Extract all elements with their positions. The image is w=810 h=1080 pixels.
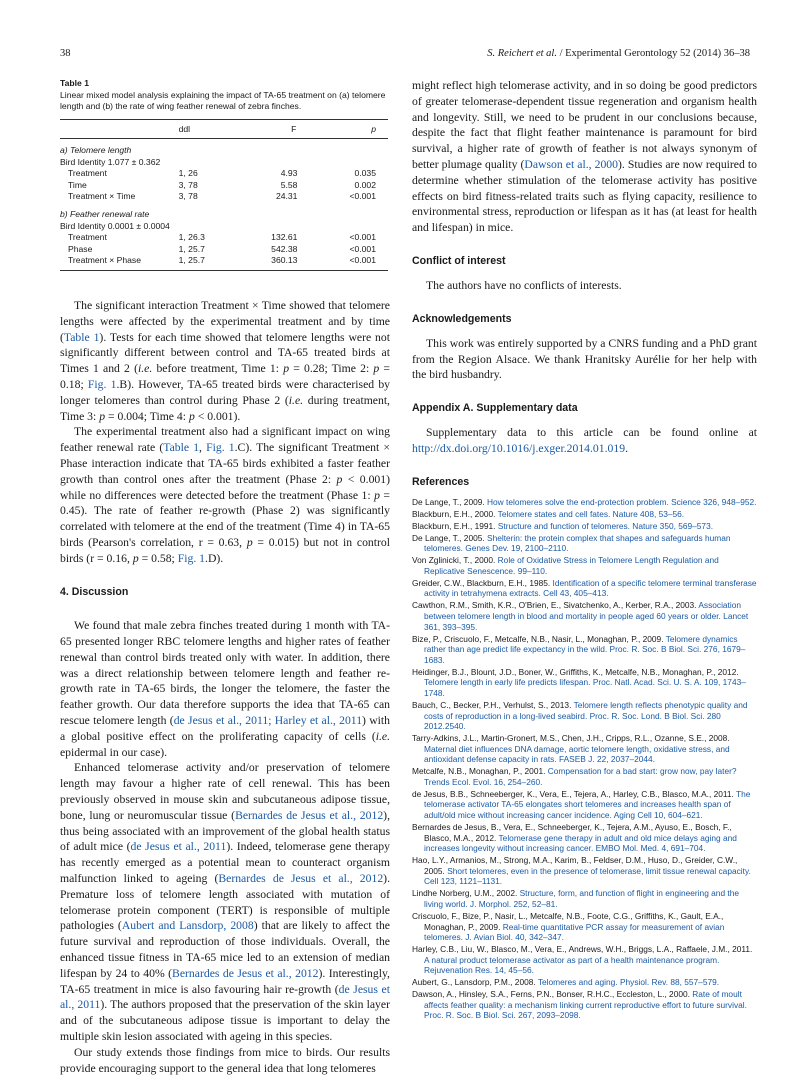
table-cell: 5.58 <box>280 179 298 190</box>
section-heading-acknowledgements: Acknowledgements <box>412 312 512 325</box>
text-run: Tarry-Adkins, J.L., Martin-Gronert, M.S., Chen, J.H., Cripps, R.L., Ozanne, S.E., 2008. <box>412 733 730 744</box>
citation-link[interactable]: Shelterin: the protein complex that shapes and safeguards human telomeres. Genes Dev. 19, 2100–2110. <box>424 532 731 554</box>
citation-link[interactable]: A natural product telomerase activator as part of a health maintenance program. Rejuvenation Res. 14, 45–56. <box>424 954 720 976</box>
table-cell: 4.93 <box>280 168 298 179</box>
paragraph <box>60 760 390 1044</box>
table-cell: 360.13 <box>238 255 349 270</box>
table-row <box>60 255 388 270</box>
table-row <box>60 180 388 192</box>
table-cell: Time <box>68 179 87 190</box>
table-section-title: b) Feather renewal rate <box>60 208 150 219</box>
emphasis-text: i.e. <box>288 393 304 407</box>
citation-link[interactable]: http://dx.doi.org/10.1016/j.exger.2014.01.019 <box>412 441 626 455</box>
emphasis-text: p <box>373 362 380 376</box>
text-run: = 0.28; Time 2: <box>289 362 374 376</box>
text-run: The authors have no conflicts of interests. <box>426 278 622 292</box>
table-cell: <0.001 <box>349 232 376 243</box>
text-run: epidermal in our case). <box>60 745 168 759</box>
table-section-row <box>60 139 388 157</box>
reference-item <box>412 822 757 854</box>
text-run: Dawson, A., Hinsley, S.A., Ferns, P.N., Bonser, R.H.C., Eccleston, L., 2000. <box>412 989 693 1000</box>
reference-item <box>412 944 757 976</box>
reference-item <box>412 521 757 532</box>
table-cell: Treatment × Phase <box>60 255 179 270</box>
citation-link[interactable]: Maternal diet influences DNA damage, aortic telomere length, oxidative stress, and antioxidant defense capacity in rats. FASEB J. 22, 2037–2044. <box>424 743 730 765</box>
text-run: < 0.001) while no differences were detected before the treatment (Phase 1: <box>60 472 390 502</box>
running-header-authors: S. Reichert et al. <box>487 48 557 59</box>
left-column <box>60 78 390 1076</box>
paragraph <box>412 425 757 457</box>
section-heading-appendix: Appendix A. Supplementary data <box>412 402 578 415</box>
text-run: during treatment, Time 3: <box>60 393 390 423</box>
text-run: ). Interestingly, TA-65 treatment in mice is also favouring hair re-growth ( <box>60 966 390 996</box>
text-run: Blackburn, E.H., 1991. <box>412 520 498 531</box>
text-run: Bize, P., Criscuolo, F., Metcalfe, N.B., Nasir, L., Monaghan, P., 2009. <box>412 633 666 644</box>
reference-item <box>412 700 757 732</box>
reference-item <box>412 634 757 666</box>
table-cell: Phase <box>68 243 93 254</box>
text-run: Bernardes de Jesus, B., Vera, E., Schneeberger, K., Tejera, A.M., Ayuso, E., Bosch, F., Blasco, M.A., 2012. <box>412 822 732 843</box>
citation-link[interactable]: Table 1 <box>163 441 200 455</box>
text-run: Metcalfe, N.B., Monaghan, P., 2001. <box>412 766 548 777</box>
text-run: ) that are likely to affect the future survival and reproduction of those individuals. Overall, the enhanced tissue fitness in TA-65 mice led to an extension of median lifespan by 24 to 40% ( <box>60 919 390 980</box>
table-cell: 132.61 <box>271 232 298 243</box>
citation-link[interactable]: Telomere states and cell fates. Nature 408, 53–56. <box>497 508 685 519</box>
text-run: = 0.58; <box>138 551 178 565</box>
citation-link[interactable]: de Jesus et al., 2011 <box>60 982 390 1012</box>
paragraph <box>412 336 757 383</box>
table-cell: Treatment × Time <box>68 191 136 202</box>
text-run: This work was entirely supported by a CNRS funding and a PhD grant from the Region Alsace. We thank Hranitsky Aurélie for her help with the bird husbandry. <box>412 336 757 382</box>
running-header-journal: / Experimental Gerontology 52 (2014) 36–38 <box>556 48 750 59</box>
table-header-row <box>60 120 388 139</box>
citation-link[interactable]: Short telomeres, even in the presence of telomerase, limit tissue renewal capacity. Cell 123, 1121–1131. <box>424 865 751 887</box>
table-cell: Treatment <box>68 232 107 243</box>
table-cell: <0.001 <box>349 255 388 270</box>
text-run: ) with a global positive effect on the proliferating capacity of cells ( <box>60 714 391 743</box>
reference-item <box>412 989 757 1021</box>
right-column <box>412 78 757 1022</box>
citation-link[interactable]: Rate of moult affects feather quality: a mechanism linking current reproductive effort to future survival. Proc. R. Soc. B Biol. Sci. 267, 2093–2098. <box>424 989 747 1021</box>
emphasis-text: p <box>336 472 343 486</box>
text-run: ). Premature loss of telomere length associated with mutation of telomerase protein component (TERT) is responsible of multiple pathologies ( <box>60 872 390 933</box>
table-cell: 542.38 <box>271 243 298 254</box>
table-section-title: a) Telomere length <box>60 145 132 155</box>
table-cell: Treatment <box>68 168 107 179</box>
text-run: Greider, C.W., Blackburn, E.H., 1985. <box>412 577 553 588</box>
citation-link[interactable]: Bernardes de Jesus et al., 2012 <box>172 966 319 980</box>
table-row <box>60 168 388 180</box>
reference-item <box>412 600 757 632</box>
paragraph <box>60 424 390 566</box>
appendix-text <box>412 425 757 457</box>
reference-item <box>412 497 757 508</box>
reference-list <box>412 497 757 1021</box>
text-run: de Jesus, B.B., Schneeberger, K., Vera, E., Tejera, A., Harley, C.B., Blasco, M.A., 2011. <box>412 788 737 799</box>
reference-item <box>412 789 757 821</box>
discussion-continued <box>412 78 757 236</box>
emphasis-text: p <box>246 535 253 549</box>
table-header-cell <box>60 120 179 139</box>
text-run: < 0.001). <box>194 409 241 423</box>
reference-item <box>412 533 757 554</box>
citation-link[interactable]: Telomeres and aging. Physiol. Rev. 88, 557–579. <box>537 977 720 988</box>
citation-link[interactable]: Bernardes de Jesus et al., 2012 <box>235 808 384 822</box>
emphasis-text: p <box>99 409 106 423</box>
table-caption-text: Linear mixed model analysis explaining the impact of TA-65 treatment on (a) telomere length and (b) the rate of wing feather renewal of zebra finches. <box>60 90 386 111</box>
text-run: .D). <box>205 551 224 565</box>
paragraph <box>60 1045 390 1077</box>
text-run: Von Zglinicki, T., 2000. <box>412 555 498 566</box>
emphasis-text: p <box>132 551 139 565</box>
table-subtitle-row <box>60 221 388 233</box>
citation-link[interactable]: Fig. 1 <box>206 441 235 455</box>
reference-item <box>412 888 757 909</box>
table-cell: <0.001 <box>349 191 376 202</box>
acknowledgements-text <box>412 336 757 383</box>
citation-link[interactable]: Fig. 1 <box>177 551 206 565</box>
text-run: .B). However, TA-65 treated birds were characterised by longer telomeres than control during Phase 2 ( <box>60 377 391 407</box>
citation-link[interactable]: Structure and function of telomeres. Nature 350, 569–573. <box>497 520 714 531</box>
table-1 <box>60 119 388 271</box>
citation-link[interactable]: Role of Oxidative Stress in Telomere Length Regulation and Replicative Senescence. 99–110. <box>424 555 719 576</box>
reference-item <box>412 733 757 765</box>
text-run: = 0.45). The rate of feather re-growth (Phase 2) was significantly correlated with telomere at the end of the treatment (Time 4) in TA-65 birds (Pearson's correlation, r = 0.63, <box>60 488 391 549</box>
text-run: Cawthon, R.M., Smith, K.R., O'Brien, E., Sivatchenko, A., Kerber, R.A., 2003. <box>412 600 699 611</box>
reference-item <box>412 977 757 988</box>
table-row <box>60 244 388 256</box>
table-header-cell: ddl <box>179 120 238 139</box>
text-run: The experimental treatment also had a significant impact on wing feather renewal rate ( <box>60 425 390 455</box>
text-run: De Lange, T., 2005. <box>412 532 487 543</box>
section-heading-conflict: Conflict of interest <box>412 254 506 267</box>
citation-link[interactable]: Dawson et al., 2000 <box>524 157 618 171</box>
text-run: .C). The significant Treatment × Phase interaction indicate that TA-65 birds exhibited a faster feather growth than control ones after the treatment (Phase 2: <box>60 441 390 486</box>
reference-item <box>412 766 757 787</box>
text-run: Lindhe Norberg, U.M., 2002. <box>412 888 520 899</box>
reference-item <box>412 578 757 599</box>
text-run: before treatment, Time 1: <box>152 362 284 376</box>
text-run: = 0.18; <box>60 362 390 391</box>
text-run: Our study extends those findings from mice to birds. Our results provide encouraging support to the general idea that long telomeres <box>60 1045 390 1075</box>
table-cell: 0.035 <box>354 168 376 179</box>
citation-link[interactable]: Structure, form, and function of flight in engineering and the living world. J. Morphol. 252, 52–81. <box>424 888 739 909</box>
text-run: We found that male zebra finches treated during 1 month with TA-65 presented longer RBC telomere lengths and higher rates of feather renewal than control birds treated only with water. In addition, there was a direct relationship between telomere length and feather re-growth rate in TA-65 birds, the longer the telomere, the faster the feather growth. Our data therefore supports the idea that TA-65 can rescue telomere length ( <box>60 619 390 728</box>
citation-link[interactable]: Bernardes de Jesus et al., 2012 <box>218 872 384 886</box>
table-1-caption <box>60 78 390 112</box>
text-run: Criscuolo, F., Bize, P., Nasir, L., Metcalfe, N.B., Foote, C.G., Griffiths, K., Gault, E.A., Monaghan, P., 2009. <box>412 910 724 932</box>
reference-item <box>412 509 757 520</box>
citation-link[interactable]: Compensation for a bad start: grow now, pay later? Trends Ecol. Evol. 16, 254–260. <box>424 766 737 787</box>
table-cell: 3, 78 <box>178 179 198 190</box>
citation-link[interactable]: Identification of a specific telomere terminal transferase activity in tetrahymena extracts. Cell 43, 405–413. <box>424 577 757 599</box>
text-run: = 0.004; Time 4: <box>105 409 189 423</box>
running-header <box>487 48 750 59</box>
text-run: Blackburn, E.H., 2000. <box>412 508 498 519</box>
table-subtitle-row <box>60 157 388 169</box>
citation-link[interactable]: Telomere dynamics rather than age predict life expectancy in the wild. Proc. R. Soc. B Biol. Sci. 276, 1679–1683. <box>424 633 746 665</box>
reference-item <box>412 855 757 887</box>
table-header-cell: p <box>349 120 388 139</box>
table-random-effect: Bird Identity 1.077 ± 0.362 <box>60 156 161 167</box>
paragraph <box>60 298 390 424</box>
emphasis-text: i.e. <box>137 362 153 376</box>
citation-link[interactable]: Telomerase gene therapy in adult and old mice delays aging and increases longevity without increasing cancer. EMBO Mol. Med. 4, 691–704. <box>424 832 737 854</box>
citation-link[interactable]: Telomere length reflects phenotypic quality and costs of reproduction in a long-lived seabird. Proc. R. Soc. Lond. B Biol. Sci. 280 2012.2540. <box>424 699 748 732</box>
citation-link[interactable]: Aubert and Lansdorp, 2008 <box>121 919 254 933</box>
citation-link[interactable]: Telomere length in early life predicts lifespan. Proc. Natl. Acad. Sci. U. S. A. 109, 1743–1748. <box>424 677 746 698</box>
text-run: ), thus being associated with an improvement of the global health status of adult mice ( <box>60 808 390 854</box>
text-run: Hao, L.Y., Armanios, M., Strong, M.A., Karim, B., Feldser, D.M., Huso, D., Greider, C.W., 2005. <box>412 855 738 876</box>
table-random-effect: Bird Identity 0.0001 ± 0.0004 <box>60 220 170 231</box>
text-run: Supplementary data to this article can be found online at <box>426 426 757 440</box>
citation-link[interactable]: Fig. 1 <box>87 377 117 391</box>
emphasis-text: p <box>374 488 380 502</box>
reference-item <box>412 555 757 576</box>
page-number: 38 <box>60 48 71 59</box>
table-label: Table 1 <box>60 78 89 88</box>
paragraph <box>412 78 757 236</box>
table-row <box>60 191 388 203</box>
text-run: The significant interaction Treatment × Time showed that telomere lengths were affected by the experimental treatment and by time ( <box>60 298 390 344</box>
section-heading-references: References <box>412 475 470 488</box>
table-body <box>60 139 388 271</box>
text-run: ). Indeed, telomerase gene therapy has recently emerged as a potential mean to counteract organism malfunction linked to ageing ( <box>60 840 390 886</box>
conflict-text <box>412 278 757 294</box>
table-cell: 1, 26.3 <box>178 232 205 243</box>
text-run: . <box>625 441 628 455</box>
emphasis-text: p <box>188 409 195 423</box>
table-cell: 1, 25.7 <box>179 255 238 270</box>
citation-link[interactable]: de Jesus et al., 2011 <box>130 840 227 854</box>
citation-link[interactable]: Real-time quantitative PCR assay for measurement of avian telomeres. J. Avian Biol. 40, 342–347. <box>424 921 725 943</box>
table-row <box>60 232 388 244</box>
citation-link[interactable]: de Jesus et al., 2011; Harley et al., 2011 <box>173 714 363 728</box>
emphasis-text: p <box>283 362 290 376</box>
text-run: Heidinger, B.J., Blount, J.D., Boner, W., Griffiths, K., Metcalfe, N.B., Monaghan, P., 2012. <box>412 666 739 677</box>
section-heading-discussion: 4. Discussion <box>60 586 129 599</box>
text-run: , <box>199 441 207 455</box>
text-run: Harley, C.B., Liu, W., Blasco, M., Vera, E., Andrews, W.H., Briggs, L.A., Raffaele, J.M., 2011. <box>412 944 753 955</box>
text-run: Enhanced telomerase activity and/or preservation of telomere length may favour a higher rate of cell renewal. This has been previously observed in mouse skin and subcutaneous adipose tissue, bone, lung or neuromuscular tissue ( <box>60 761 390 822</box>
table-cell: 0.002 <box>354 179 376 190</box>
text-run: ). Studies are now required to determine whether stimulation of the telomerase activity has positive effects on bird fitness-related traits such as flying capacity, resilience to environmental stress, reproduction or lifespan as it has (at least for health and lifespan) in mice. <box>412 157 757 235</box>
citation-link[interactable]: Table 1 <box>63 330 100 344</box>
text-run: ). The authors proposed that the preservation of the skin layer and of the subcutaneous adipose tissue is important to delay the multiple skin lesion associated with ageing in this species. <box>60 998 390 1043</box>
citation-link[interactable]: The telomerase activator TA-65 elongates short telomeres and increases health span of adult/old mice without increasing cancer incidence. Aging Cell 10, 604–621. <box>424 788 751 821</box>
table-cell: 1, 26 <box>178 168 198 179</box>
paragraph <box>412 278 757 294</box>
table-cell: 24.31 <box>275 191 298 202</box>
table-cell: 3, 78 <box>178 191 198 202</box>
table-section-row <box>60 203 388 221</box>
text-run: might reflect high telomerase activity, and in so doing be good predictors of greater telomerase-dependent tissue regeneration and organism health and longevity. Still, we need to be prudent in our conclusions because, despite the fact that flight feather maintenance is paramount for bird survival, a higher rate of growth of feather is not always synonym of better plumage quality ( <box>412 79 757 171</box>
citation-link[interactable]: How telomeres solve the end-protection problem. Science 326, 948–952. <box>487 496 757 507</box>
paragraph <box>60 618 390 760</box>
reference-item <box>412 911 757 943</box>
page-header <box>60 48 750 64</box>
emphasis-text: i.e. <box>375 729 390 743</box>
table-cell: <0.001 <box>349 243 376 254</box>
text-run: Bauch, C., Becker, P.H., Verhulst, S., 2013. <box>412 699 574 710</box>
reference-item <box>412 667 757 699</box>
table-cell: 1, 25.7 <box>178 243 205 254</box>
results-text <box>60 298 390 1076</box>
text-run: De Lange, T., 2009. <box>412 496 487 507</box>
text-run: Aubert, G., Lansdorp, P.M., 2008. <box>412 977 538 988</box>
text-run: = 0.015) but not in control birds (r = 0.16, <box>60 535 390 565</box>
text-run: ). Tests for each time showed that telomere lengths were not significantly different between control and TA-65 treated birds at Times 1 and 2 ( <box>60 330 390 376</box>
citation-link[interactable]: Association between telomere length in blood and mortality in people aged 60 years or older. Lancet 361, 393–395. <box>424 600 749 632</box>
table-header-cell: F <box>238 120 349 139</box>
